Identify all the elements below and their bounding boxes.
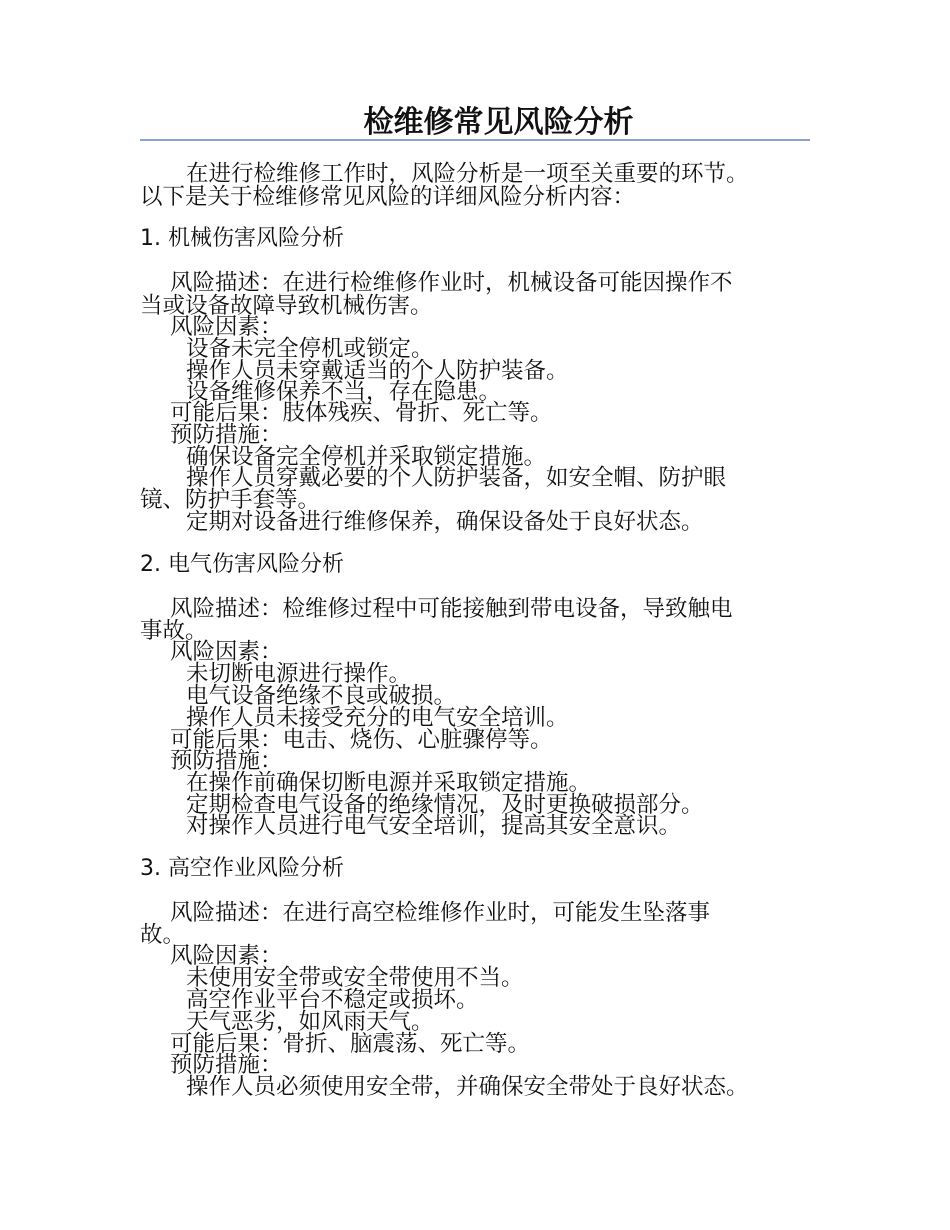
consequences: 可能后果：电击、烧伤、心脏骤停等。 [170,727,553,753]
measures-label: 预防措施： [170,748,283,774]
consequences: 可能后果：骨折、脑震荡、死亡等。 [170,1031,531,1057]
measure-item: 镜、防护手套等。 [140,487,321,513]
risk-description: 事故。 [140,618,208,644]
factor-item: 高空作业平台不稳定或损坏。 [186,987,479,1013]
factor-item: 操作人员未接受充分的电气安全培训。 [186,705,569,731]
section-heading: 1. 机械伤害风险分析 [140,226,344,251]
risk-description: 风险描述：检维修过程中可能接触到带电设备，导致触电 [170,596,733,622]
factor-item: 未切断电源进行操作。 [186,661,412,687]
factor-item: 设备未完全停机或锁定。 [186,336,434,362]
measure-item: 定期检查电气设备的绝缘情况，及时更换破损部分。 [186,792,704,818]
measures-label: 预防措施： [170,422,283,448]
risk-description: 当或设备故障导致机械伤害。 [140,293,433,319]
document-title: 检维修常见风险分析 [363,105,634,140]
factor-item: 电气设备绝缘不良或破损。 [186,683,457,709]
measure-item: 对操作人员进行电气安全培训，提高其安全意识。 [186,813,682,839]
measure-item: 在操作前确保切断电源并采取锁定措施。 [186,770,592,796]
risk-description: 风险描述：在进行检维修作业时，机械设备可能因操作不 [170,270,733,296]
intro-line: 在进行检维修工作时，风险分析是一项至关重要的环节。 [186,161,749,187]
factors-label: 风险因素： [170,314,283,340]
measure-item: 定期对设备进行维修保养，确保设备处于良好状态。 [186,509,704,535]
consequences: 可能后果：肢体残疾、骨折、死亡等。 [170,400,553,426]
measure-item: 操作人员穿戴必要的个人防护装备，如安全帽、防护眼 [186,465,727,491]
measures-label: 预防措施： [170,1052,283,1078]
risk-description: 故。 [140,922,186,948]
factors-label: 风险因素： [170,639,283,665]
intro-line: 以下是关于检维修常见风险的详细风险分析内容： [140,184,636,210]
measure-item: 确保设备完全停机并采取锁定措施。 [186,444,547,470]
factor-item: 操作人员未穿戴适当的个人防护装备。 [186,358,569,384]
factor-item: 天气恶劣，如风雨天气。 [186,1009,434,1035]
measure-item: 操作人员必须使用安全带，并确保安全带处于良好状态。 [186,1074,749,1100]
factor-item: 未使用安全带或安全带使用不当。 [186,965,524,991]
title-underline [140,139,810,141]
factors-label: 风险因素： [170,943,283,969]
risk-description: 风险描述：在进行高空检维修作业时，可能发生坠落事 [170,900,711,926]
section-heading: 3. 高空作业风险分析 [140,856,344,881]
factor-item: 设备维修保养不当，存在隐患。 [186,379,502,405]
section-heading: 2. 电气伤害风险分析 [140,552,344,577]
